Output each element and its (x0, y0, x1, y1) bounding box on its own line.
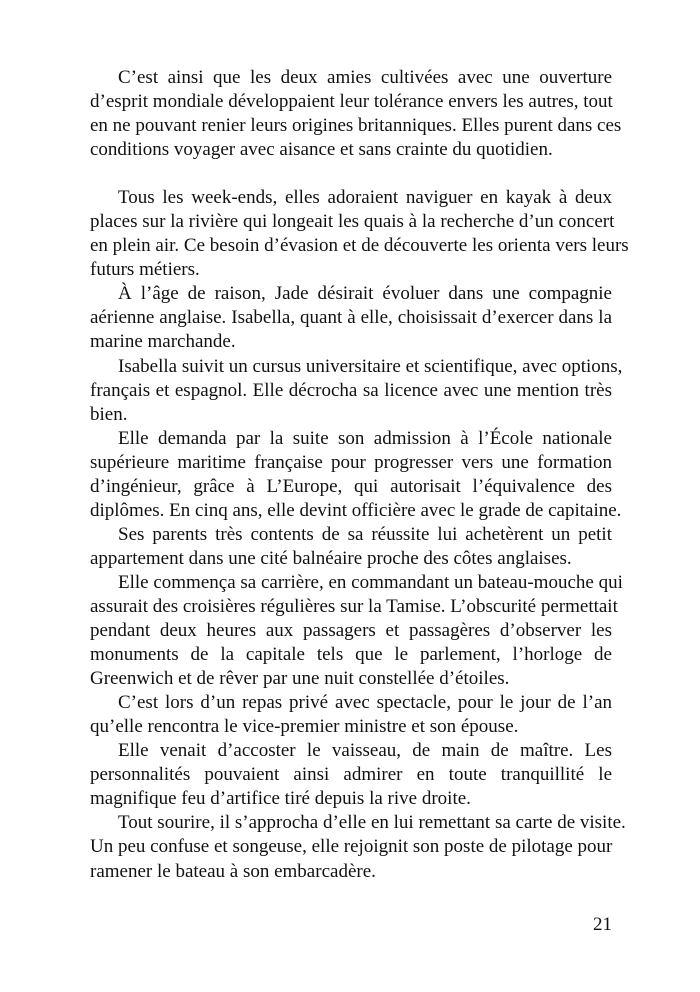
paragraph (90, 186, 629, 282)
text-line: assurait des croisières régulières sur la Tamise. L’obscurité permettait (90, 595, 618, 617)
text-line: Tous les week-ends, elles adoraient naviguer en kayak à deux (118, 187, 612, 209)
text-line: Isabella suivit un cursus universitaire et scientifique, avec options, (118, 355, 623, 377)
text-line: bien. (90, 403, 128, 425)
paragraph (90, 691, 612, 739)
paragraph (90, 66, 622, 162)
paragraph (90, 355, 623, 427)
text-line: ramener le bateau à son embarcadère. (90, 860, 376, 882)
text-line: Elle venait d’accoster le vaisseau, de main de maître. Les (118, 740, 612, 762)
paragraph (90, 523, 612, 571)
text-line: qu’elle rencontra le vice-premier ministre et son épouse. (90, 716, 519, 738)
text-line: marine marchande. (90, 331, 236, 353)
text-line: appartement dans une cité balnéaire proche des côtes anglaises. (90, 547, 572, 569)
paragraph (90, 427, 622, 523)
text-line: C’est ainsi que les deux amies cultivées avec une ouverture (118, 67, 612, 88)
text-line: C’est lors d’un repas privé avec spectacle, pour le jour de l’an (118, 692, 612, 714)
text-line: d’esprit mondiale développaient leur tolérance envers les autres, tout (90, 91, 613, 113)
page-body (90, 66, 629, 884)
paragraph (90, 571, 623, 691)
text-line: français et espagnol. Elle décrocha sa licence avec une mention très (90, 379, 612, 401)
text-line: d’ingénieur, grâce à L’Europe, qui autorisait l’équivalence des (90, 475, 612, 497)
text-line: Elle commença sa carrière, en commandant un bateau-mouche qui (118, 571, 623, 593)
text-line: pendant deux heures aux passagers et passagères d’observer les (90, 620, 612, 642)
text-line: personnalités pouvaient ainsi admirer en toute tranquillité le (90, 764, 612, 786)
paragraph (90, 282, 612, 354)
text-line: Un peu confuse et songeuse, elle rejoignit son poste de pilotage pour (90, 836, 613, 858)
text-line: Tout sourire, il s’approcha d’elle en lui remettant sa carte de visite. (118, 812, 626, 834)
text-line: Ses parents très contents de sa réussite lui achetèrent un petit (118, 523, 612, 545)
text-line: en plein air. Ce besoin d’évasion et de découverte les orienta vers leurs (90, 235, 629, 257)
text-line: monuments de la capitale tels que le parlement, l’horloge de (90, 644, 612, 666)
text-line: places sur la rivière qui longeait les quais à la recherche d’un concert (90, 211, 615, 233)
text-line: conditions voyager avec aisance et sans crainte du quotidien. (90, 139, 553, 161)
page-number: 21 (593, 914, 612, 935)
text-line: en ne pouvant renier leurs origines britanniques. Elles purent dans ces (90, 115, 622, 137)
text-line: magnifique feu d’artifice tiré depuis la rive droite. (90, 788, 471, 810)
paragraph (90, 739, 612, 811)
text-line: aérienne anglaise. Isabella, quant à elle, choisissait d’exercer dans la (90, 307, 612, 329)
text-line: Greenwich et de rêver par une nuit constellée d’étoiles. (90, 668, 510, 690)
text-line: À l’âge de raison, Jade désirait évoluer dans une compagnie (118, 283, 612, 305)
text-line: futurs métiers. (90, 259, 200, 281)
text-line: Elle demanda par la suite son admission à l’École nationale (118, 427, 612, 449)
text-line: diplômes. En cinq ans, elle devint officière avec le grade de capitaine. (90, 499, 622, 521)
text-line: supérieure maritime française pour progresser vers une formation (90, 451, 612, 473)
paragraph (90, 811, 626, 883)
